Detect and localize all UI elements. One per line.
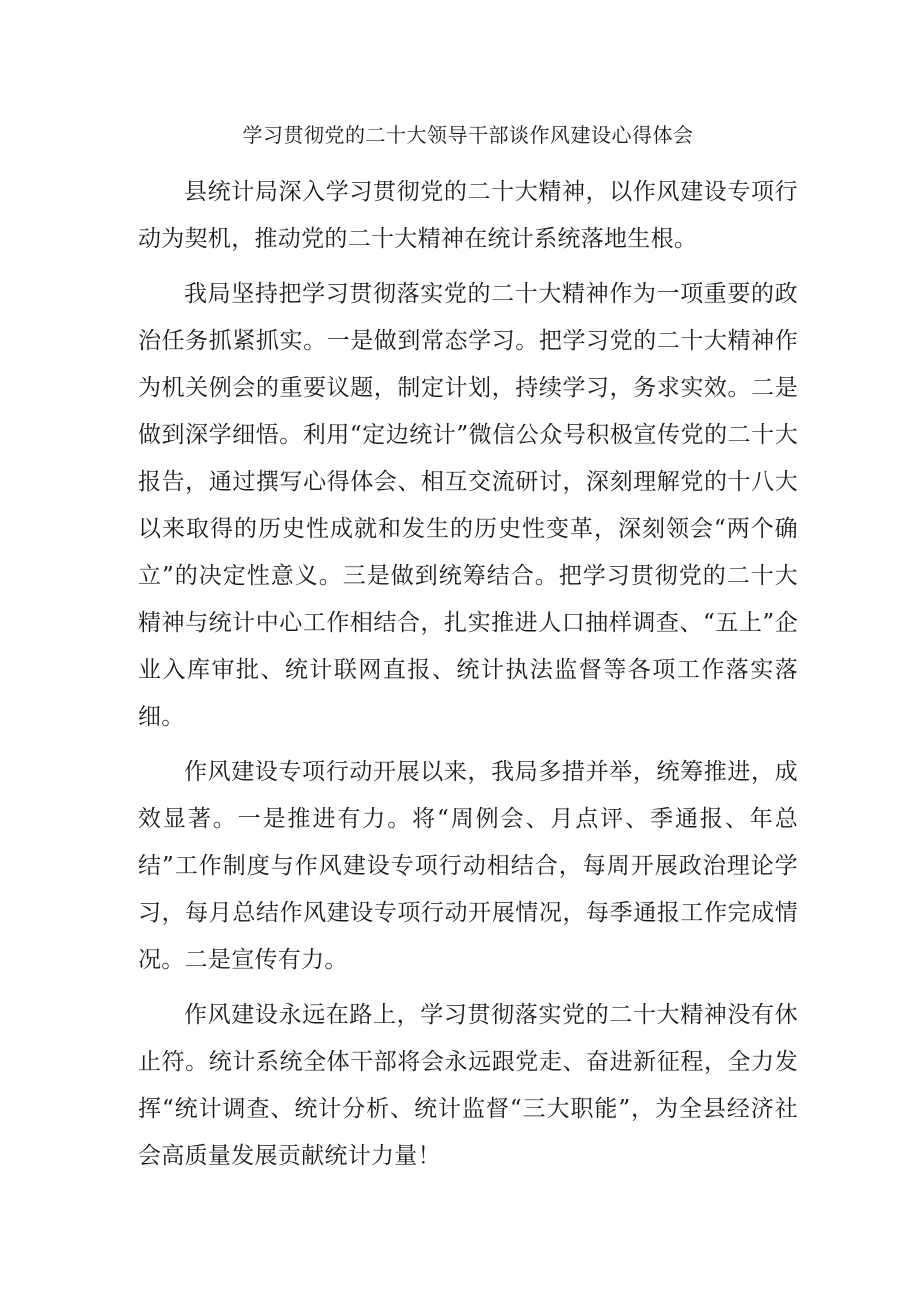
paragraph-action: 作风建设专项行动开展以来，我局多措并举，统筹推进，成效显著。一是推进有力。将“周例会、月点评、季通报、年总结”工作制度与作风建设专项行动相结合，每周开展政治理论学习，每月总结作风建设专项行动开展情况，每季通报工作完成情况。二是宣传有力。 [138,759,798,973]
paragraph-study: 我局坚持把学习贯彻落实党的二十大精神作为一项重要的政治任务抓紧抓实。一是做到常态学习。把学习党的二十大精神作为机关例会的重要议题，制定计划，持续学习，务求实效。二是做到深学细悟。利用“定边统计”微信公众号积极宣传党的二十大报告，通过撰写心得体会、相互交流研讨，深刻理解党的十八大以来取得的历史性成就和发生的历史性变革，深刻领会“两个确立”的决定性意义。三是做到统筹结合。把学习贯彻党的二十大精神与统计中心工作相结合，扎实推进人口抽样调查、“五上”企业入库审批、统计联网直报、统计执法监督等各项工作落实落细。 [138,281,798,730]
paragraph-intro: 县统计局深入学习贯彻党的二十大精神，以作风建设专项行动为契机，推动党的二十大精神在统计系统落地生根。 [138,179,798,252]
document-body [138,113,798,1188]
paragraph-conclusion: 作风建设永远在路上，学习贯彻落实党的二十大精神没有休止符。统计系统全体干部将会永远跟党走、奋进新征程，全力发挥“统计调查、统计分析、统计监督“三大职能”，为全县经济社会高质量发展贡献统计力量！ [138,1002,798,1169]
document-title: 学习贯彻党的二十大领导干部谈作风建设心得体会 [242,123,694,147]
